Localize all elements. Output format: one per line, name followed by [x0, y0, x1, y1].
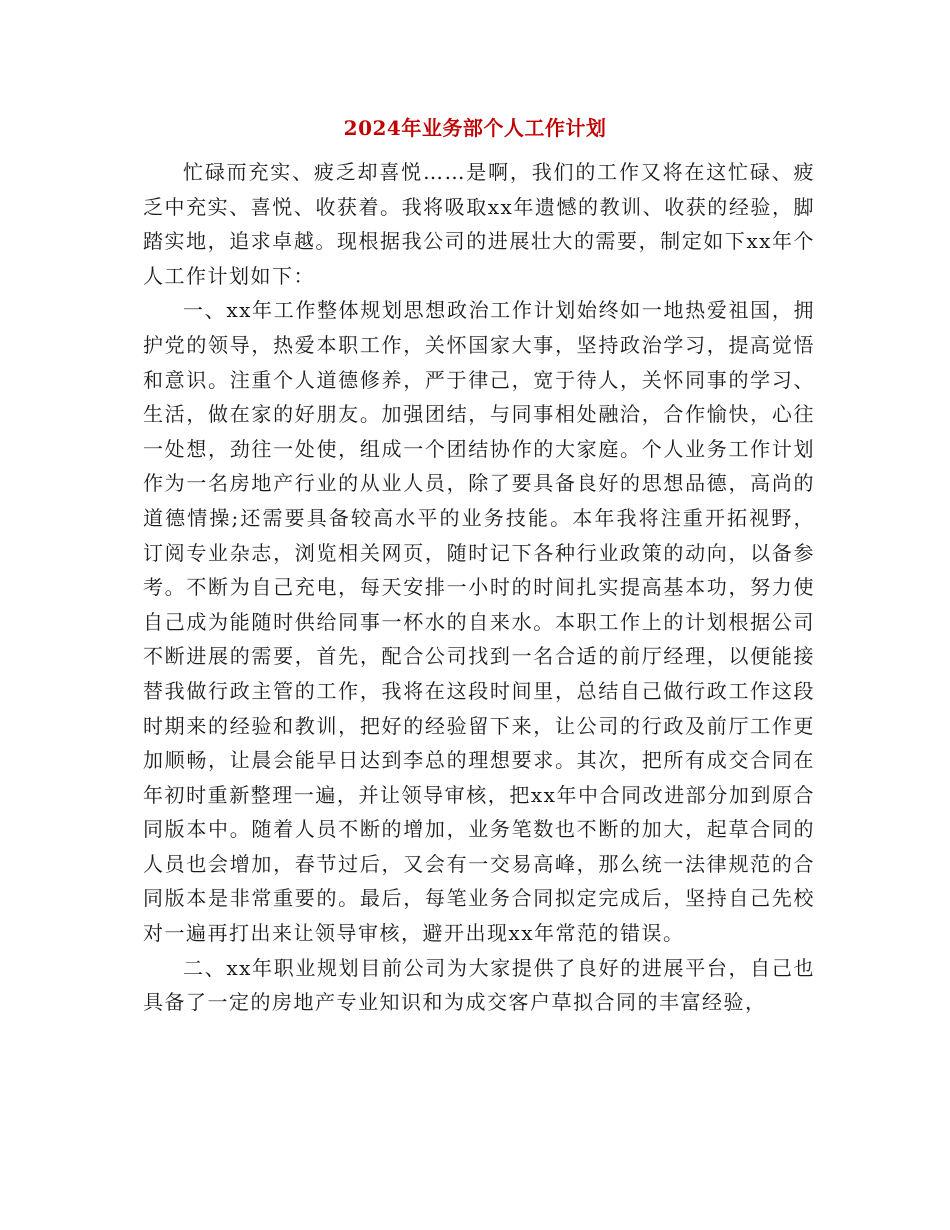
- paragraph-section-2: 二、xx年职业规划目前公司为大家提供了良好的进展平台，自己也具备了一定的房地产专业知识和为成交客户草拟合同的丰富经验，: [143, 955, 815, 1015]
- document-body: [143, 155, 815, 1020]
- document-title: 2024年业务部个人工作计划: [343, 116, 607, 140]
- paragraph-section-1: 一、xx年工作整体规划思想政治工作计划始终如一地热爱祖国，拥护党的领导，热爱本职工作，关怀国家大事，坚持政治学习，提高觉悟和意识。注重个人道德修养，严于律己，宽于待人，关怀同事的学习、生活，做在家的好朋友。加强团结，与同事相处融洽，合作愉快，心往一处想，劲往一处使，组成一个团结协作的大家庭。个人业务工作计划作为一名房地产行业的从业人员，除了要具备良好的思想品德，高尚的道德情操;还需要具备较高水平的业务技能。本年我将注重开拓视野，订阅专业杂志，浏览相关网页，随时记下各种行业政策的动向，以备参考。不断为自己充电，每天安排一小时的时间扎实提高基本功，努力使自己成为能随时供给同事一杯水的自来水。本职工作上的计划根据公司不断进展的需要，首先，配合公司找到一名合适的前厅经理，以便能接替我做行政主管的工作，我将在这段时间里，总结自己做行政工作这段时期来的经验和教训，把好的经验留下来，让公司的行政及前厅工作更加顺畅，让晨会能早日达到李总的理想要求。其次，把所有成交合同在年初时重新整理一遍，并让领导审核，把xx年中合同改进部分加到原合同版本中。随着人员不断的增加，业务笔数也不断的加大，起草合同的人员也会增加，春节过后，又会有一交易高峰，那么统一法律规范的合同版本是非常重要的。最后，每笔业务合同拟定完成后，坚持自己先校对一遍再打出来让领导审核，避开出现xx年常范的错误。: [143, 298, 815, 946]
- paragraph-intro: 忙碌而充实、疲乏却喜悦……是啊，我们的工作又将在这忙碌、疲乏中充实、喜悦、收获着。我将吸取xx年遗憾的教训、收获的经验，脚踏实地，追求卓越。现根据我公司的进展壮大的需要，制定如下xx年个人工作计划如下：: [143, 160, 815, 288]
